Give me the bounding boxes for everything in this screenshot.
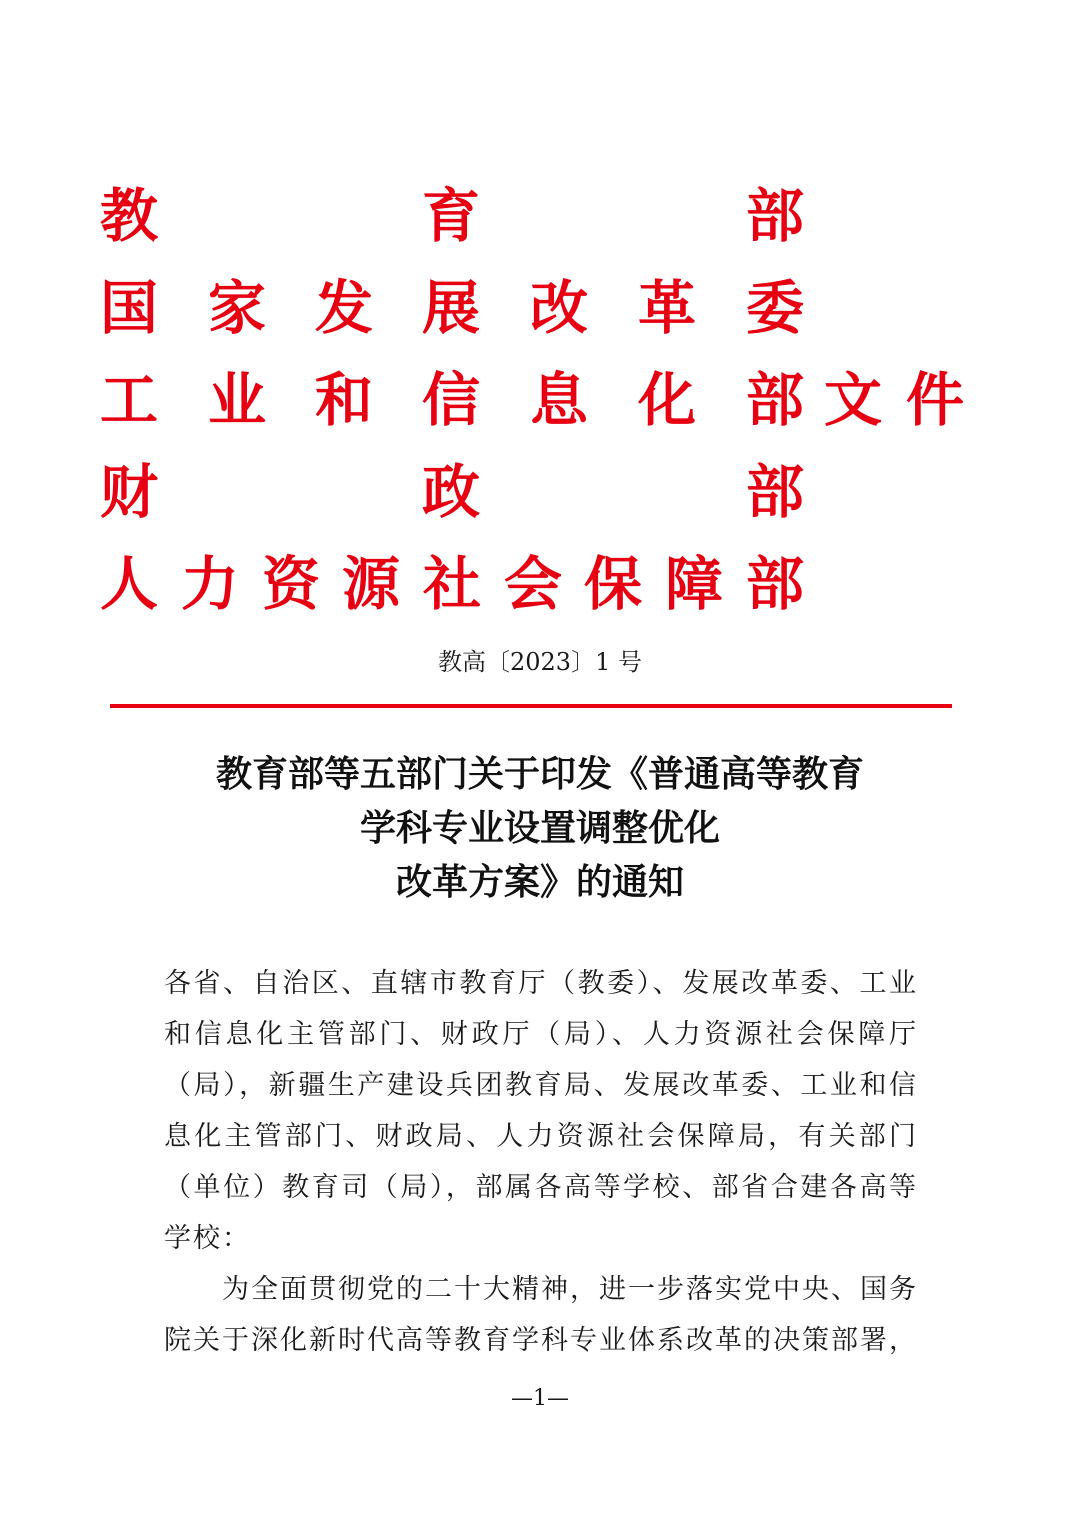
agency-char: 委: [745, 274, 804, 342]
agency-char: 件: [905, 366, 964, 434]
agency-char: 展: [421, 274, 480, 342]
agency-char: 部: [745, 182, 804, 250]
agency-char: 教: [99, 182, 158, 250]
agency-line-mof: [96, 446, 996, 538]
issuing-agencies-header: [96, 170, 996, 630]
agency-line-ndrc: [96, 262, 996, 354]
agency-char: 保: [583, 550, 642, 618]
document-title: [0, 748, 1080, 910]
title-line-2: 学科专业设置调整优化: [359, 808, 720, 849]
agency-line-mohrss: [96, 538, 996, 630]
agency-char: 政: [421, 458, 480, 526]
agency-char: 财: [99, 458, 158, 526]
agency-char: 化: [637, 366, 696, 434]
agency-line-moe: [96, 170, 996, 262]
agency-char: 革: [637, 274, 696, 342]
title-line-1: 教育部等五部门关于印发《普通高等教育: [215, 754, 864, 795]
agency-char: 发: [314, 274, 373, 342]
agency-char: 部: [745, 458, 804, 526]
addressees-paragraph: 各省、自治区、直辖市教育厅（教委）、发展改革委、工业和信息化主管部门、财政厅（局）、人力资源社会保障厅（局），新疆生产建设兵团教育局、发展改革委、工业和信息化主管部门、财政局、人力资源社会保障局，有关部门（单位）教育司（局），部属各高等学校、部省合建各高等学校：: [164, 968, 918, 1254]
agency-char: 工: [99, 366, 158, 434]
agency-char: 资: [261, 550, 320, 618]
agency-char: 部: [745, 366, 804, 434]
agency-char: 人: [99, 550, 158, 618]
agency-char: 业: [207, 366, 266, 434]
agency-char: 息: [529, 366, 588, 434]
agency-char: 家: [207, 274, 266, 342]
agency-char: 育: [421, 182, 480, 250]
agency-char: 部: [745, 550, 804, 618]
red-separator-line: [110, 704, 952, 708]
agency-char: 源: [341, 550, 400, 618]
agency-char: 社: [422, 550, 481, 618]
agency-char: 文: [823, 366, 882, 434]
document-number: 教高〔2023〕1 号: [438, 648, 642, 676]
agency-char: 会: [503, 550, 562, 618]
agency-char: 国: [99, 274, 158, 342]
agency-char: 和: [314, 366, 373, 434]
agency-char: 改: [529, 274, 588, 342]
page-number: —1—: [511, 1386, 569, 1411]
document-body: [164, 958, 918, 1366]
title-line-3: 改革方案》的通知: [395, 862, 684, 903]
agency-line-miit: [96, 354, 996, 446]
agency-char: 信: [421, 366, 480, 434]
agency-char: 障: [664, 550, 723, 618]
body-paragraph: 为全面贯彻党的二十大精神，进一步落实党中央、国务院关于深化新时代高等教育学科专业体系改革的决策部署，: [164, 1274, 918, 1356]
agency-char: 力: [180, 550, 239, 618]
